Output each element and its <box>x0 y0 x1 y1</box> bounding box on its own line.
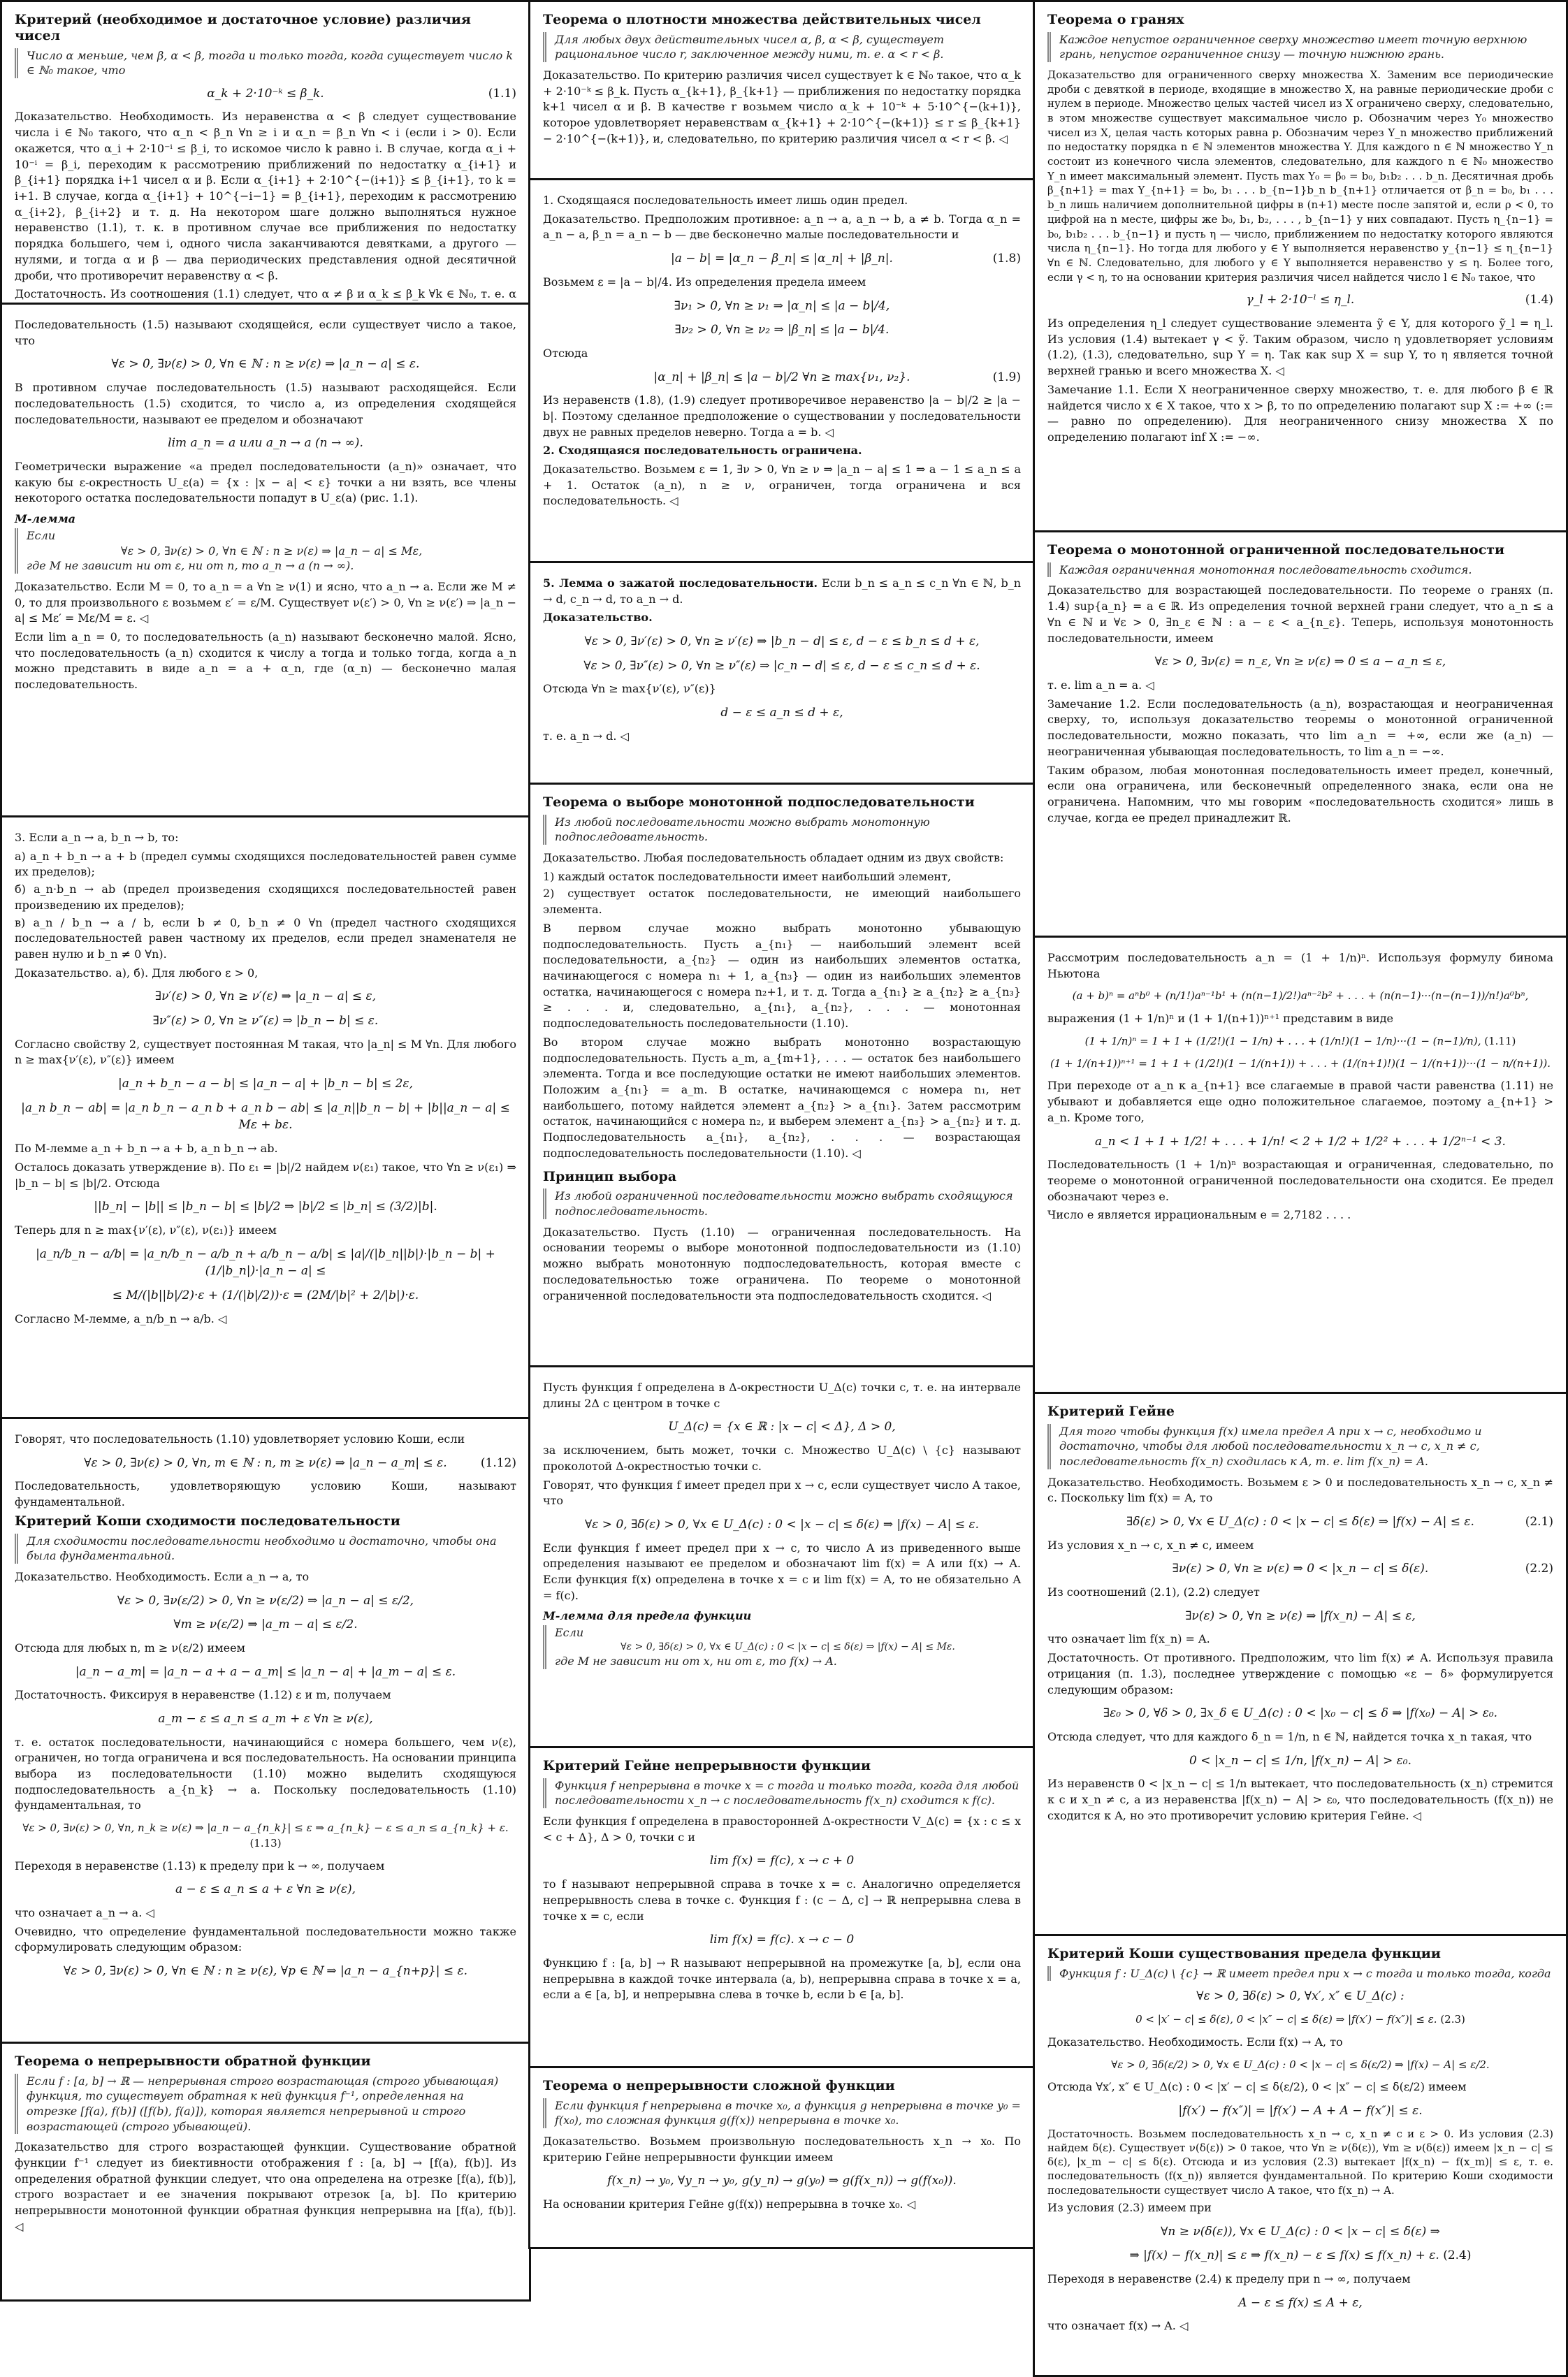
paragraph: Говорят, что последовательность (1.10) удовлетворяет условию Коши, если <box>15 1432 465 1446</box>
paragraph: Говорят, что функция f имеет предел при x → c, если существует число A такое, что <box>543 1478 1021 1508</box>
formula: ∀n ≥ ν(δ(ε)), ∀x ∈ U_Δ(c) : 0 < |x − c| ≤ δ(ε) ⇒ <box>1161 2224 1440 2239</box>
equation-number: (1.11) <box>1484 1034 1516 1047</box>
paragraph: Отсюда ∀n ≥ max{ν′(ε), ν″(ε)} <box>543 682 716 696</box>
formula: f(x_n) → y₀, ∀y_n → y₀, g(y_n) → g(y₀) ⇒ g(f(x_n)) → g(f(x₀)). <box>607 2174 957 2188</box>
remark: Замечание 1.1. Если X неограниченное сверху множество, т. е. для любого β ∈ ℝ найдется число x ∈ X такое, что x > β, то по определению полагают sup X := +∞ (:= — равно по определению). Для неограниченного снизу множества X по определению полагают inf X := −∞. <box>1047 382 1553 444</box>
paragraph: Из условия (2.3) имеем при <box>1047 2200 1212 2214</box>
proof: Доказательство. Необходимость. Если f(x) → A, то <box>1047 2035 1343 2049</box>
paragraph: т. е. lim a_n = a. ◁ <box>1047 678 1154 692</box>
proof: Доказательство. Пусть (1.10) — ограниченная последовательность. На основании теоремы о выборе монотонной подпоследовательности из (1.10) можно выбрать монотонную подпоследовательность, которая вместе с последовательностью тоже ограничена. По теореме о монотонной ограниченной последовательности эта подпоследовательность сходится. ◁ <box>543 1225 1021 1302</box>
proof: Доказательство. Возьмем ε = 1, ∃ν > 0, ∀n ≥ ν ⇒ |a_n − a| ≤ 1 ⇒ a − 1 ≤ a_n ≤ a + 1. Остаток (a_n), n ≥ ν, ограничен, тогда ограничена и вся последовательность. ◁ <box>543 463 1021 508</box>
theorem-statement: Число α меньше, чем β, α < β, тогда и только тогда, когда существует число k ∈ ℕ₀ такое, что <box>15 48 516 78</box>
theorem-formula: ∀ε > 0, ∃ν(ε) > 0, ∀n ∈ ℕ : n ≥ ν(ε) ⇒ |a_n − a| ≤ Mε, <box>120 544 423 558</box>
formula: |a_n b_n − ab| = |a_n b_n − a_n b + a_n b − ab| ≤ |a_n||b_n − b| + |b||a_n − a| ≤ Mε + bε. <box>21 1100 510 1133</box>
theorem-statement: Каждое непустое ограниченное сверху множество имеет точную верхнюю грань, непустое ограниченное снизу — точную нижнюю грань. <box>1047 32 1553 62</box>
paragraph: Если функция f определена в правосторонней Δ-окрестности V_Δ(c) = {x : c ≤ x < c + Δ}, Δ > 0, точки c и <box>543 1814 1021 1844</box>
limit-arithmetic-card <box>0 815 531 1419</box>
paragraph: то f называют непрерывной справа в точке x = c. Аналогично определяется непрерывность слева в точке c. Функция f : (c − Δ, c] → ℝ непрерывна слева в точке x = c, если <box>543 1877 1021 1923</box>
proof: Доказательство для строго возрастающей функции. Существование обратной функции f⁻¹ следует из биективности отображения f : [a, b] → [f(a), f(b)]. Из определения обратной функции следует, что она определена на отрезке [f(a), f(b)], строго возрастает и ее значения покрывают отрезок [a, b]. По критерию непрерывности монотонной функции обратная функция непрерывна на [f(a), f(b)]. ◁ <box>15 2140 516 2233</box>
formula <box>15 1821 516 1852</box>
formula: a_m − ε ≤ a_n ≤ a_m + ε ∀n ≥ ν(ε), <box>158 1711 373 1726</box>
theorem-statement: Каждая ограниченная монотонная последовательность сходится. <box>1047 562 1553 578</box>
number-e-card <box>1033 936 1568 1394</box>
paragraph: т. е. a_n → d. ◁ <box>543 729 629 743</box>
card-title: Критерий Коши существования предела функции <box>1047 1946 1441 1961</box>
formula: |a_n/b_n − a/b| = |a_n/b_n − a/b_n + a/b_n − a/b| ≤ |a|/(|b_n||b|)·|b_n − b| + (1/|b_n|)·|a_n − a| ≤ <box>36 1246 495 1279</box>
formula-text: ⇒ |f(x) − f(x_n)| ≤ ε ⇒ f(x_n) − ε ≤ f(x) ≤ f(x_n) + ε. <box>1129 2248 1439 2263</box>
formula: ∀ε > 0, ∃ν(ε) = n_ε, ∀n ≥ ν(ε) ⇒ 0 ≤ a − a_n ≤ ε, <box>1154 655 1446 669</box>
equation-number: (2.4) <box>1443 2248 1472 2263</box>
paragraph: 1. Сходящаяся последовательность имеет лишь один предел. <box>543 194 908 207</box>
formula <box>543 369 1021 386</box>
theorem-statement: Для сходимости последовательности необходимо и достаточно, чтобы она была фундаментальной. <box>15 1534 516 1564</box>
proof: Доказательство для возрастающей последовательности. По теореме о гранях (п. 1.4) sup{a_n} = a ∈ ℝ. Из определения точной верхней грани следует, что a_n ≤ a ∀n ∈ ℕ и ∀ε > 0, ∃n_ε ∈ ℕ : a − ε < a_{n_ε}. Теперь, используя монотонность последовательности, имеем <box>1047 583 1553 645</box>
card-title: Теорема о плотности множества действительных чисел <box>543 12 981 27</box>
formula: |a_n − a_m| = |a_n − a + a − a_m| ≤ |a_n − a| + |a_m − a| ≤ ε. <box>75 1664 456 1679</box>
theorem-line: Если <box>555 1626 584 1640</box>
column-2 <box>528 0 1036 2377</box>
section-title: Критерий Коши сходимости последовательности <box>15 1513 400 1529</box>
proof: Доказательство для ограниченного сверху множества X. Заменим все периодические дроби с девяткой в периоде, входящие в множество X, на равные периодические дроби с нулем в периоде. Множество целых частей чисел из X ограничено сверху, следовательно, в этом множестве существует максимальное число p. Обозначим через Y₀ множество чисел из X, целая часть которых равна p. Обозначим через Y_n множество приближений по недостатку порядка n ∈ ℕ элементов множества Y. Для каждого n ∈ ℕ множество Y_n состоит из конечного числа элементов, следовательно, для каждого n ∈ ℕ₀ множество Y_n имеет максимальный элемент. Пусть max Y₀ = β₀ = b₀, b₁b₂ . . . b_n. Десятичная дробь β_{n+1} = max Y_{n+1} = b₀, b₁ . . . b_{n−1}b_n b_{n+1} отличается от β_n = b₀, b₁ . . . b_n лишь наличием дополнительной цифры в (n+1) месте после запятой и, если ρ < 0, то цифрой на n месте, цифры же b₀, b₁, b₂, . . . , b_{n−1} у них совпадают. Пусть η_{n−1} = b₀, b₁b₂ . . . b_{n−1} и пусть η — число, приближением по недостатку которого являются числа η_{n−1}. Но тогда для любого y ∈ Y выполняется неравенство y_{n−1} ≤ η_{n−1} ∀n ∈ ℕ. Следовательно, для любого y ∈ Y выполняется неравенство y ≤ η. Более того, если γ < η, то на основании критерия различия чисел найдется число l ∈ ℕ₀ такое, что <box>1047 68 1553 284</box>
formula <box>1047 291 1553 309</box>
density-theorem-card <box>528 0 1036 180</box>
section-title: Принцип выбора <box>543 1168 677 1184</box>
paragraph: Согласно свойству 2, существует постоянная M такая, что |a_n| ≤ M ∀n. Для любого n ≥ max{ν′(ε), ν″(ε)} имеем <box>15 1037 516 1067</box>
proof: Доказательство. а), б). Для любого ε > 0, <box>15 966 259 980</box>
theorem-line: где M не зависит ни от ε, ни от n, то a_n → a (n → ∞). <box>27 559 354 573</box>
paragraph: Геометрически выражение «a предел последовательности (a_n)» означает, что какую бы ε-окрестность U_ε(a) = {x : |x − a| < ε} точки a ни взять, все члены некоторого остатка последовательности попадут в U_ε(a) (рис. 1.1). <box>15 459 516 505</box>
formula-text: 0 < |x′ − c| ≤ δ(ε), 0 < |x″ − c| ≤ δ(ε) ⇒ |f(x′) − f(x″)| ≤ ε. <box>1135 2013 1437 2026</box>
equation-number: (1.8) <box>992 252 1021 266</box>
proof: Доказательство. Любая последовательность обладает одним из двух свойств: <box>543 850 1004 864</box>
equation-number: (1.4) <box>1525 293 1553 307</box>
card-title: Теорема о монотонной ограниченной последовательности <box>1047 542 1505 558</box>
convergent-sequence-card <box>0 303 531 817</box>
equation-number: (1.13) <box>249 1836 282 1849</box>
list-item: 2) существует остаток последовательности, не имеющий наибольшего элемента. <box>543 887 1021 917</box>
heine-continuity-card <box>528 1746 1036 2068</box>
paragraph: Из неравенств (1.8), (1.9) следует противоречивое неравенство |a − b|/2 ≥ |a − b|. Поэтому сделанное предположение о существовании у последовательности двух не равных пределов неверно. Тогда a = b. ◁ <box>543 393 1021 439</box>
formula: ∃ν₂ > 0, ∀n ≥ ν₂ ⇒ |β_n| ≤ |a − b|/4. <box>674 323 890 337</box>
list-item: 1) каждый остаток последовательности имеет наибольший элемент, <box>543 869 952 883</box>
paragraph: Последовательность, удовлетворяющую условию Коши, называют фундаментальной. <box>15 1479 516 1509</box>
card-title-line <box>543 576 1021 607</box>
lemma-statement: Если b_n ≤ a_n ≤ c_n ∀n ∈ ℕ, b_n → d, c_n → d, то a_n → d. <box>543 576 1022 606</box>
paragraph: Число e является иррациональным e = 2,7182 . . . . <box>1047 1208 1351 1222</box>
formula: ∃ν′(ε) > 0, ∀n ≥ ν′(ε) ⇒ |a_n − a| ≤ ε, <box>154 989 377 1004</box>
paragraph: Отсюда для любых n, m ≥ ν(ε/2) имеем <box>15 1641 245 1655</box>
paragraph: т. е. остаток последовательности, начинающийся с номера большего, чем ν(ε), ограничен, но тогда ограничена и вся последовательность. На основании принципа выбора из последовательности (1.10) можно выделить сходящуюся подпоследовательность a_{n_k} → a. Поскольку последовательность (1.10) фундаментальная, то <box>15 1735 516 1812</box>
list-item: в) a_n / b_n → a / b, если b ≠ 0, b_n ≠ 0 ∀n (предел частного сходящихся последовательностей равен частному их пределов, если предел знаменателя не равен нулю и b_n ≠ 0 ∀n). <box>15 915 516 961</box>
formula: (1 + 1/(n+1))ⁿ⁺¹ = 1 + 1 + (1/2!)(1 − 1/(n+1)) + . . . + (1/(n+1)!)(1 − 1/(n+1))···(1 − n/(n+1)). <box>1050 1056 1551 1070</box>
proof: Доказательство. Необходимость. Если a_n → a, то <box>15 1569 310 1583</box>
theorem-statement: Если функция f непрерывна в точке x₀, а функция g непрерывна в точке y₀ = f(x₀), то сложная функция g(f(x)) непрерывна в точке x₀. <box>543 2098 1021 2128</box>
paragraph: Достаточность. Фиксируя в неравенстве (1.12) ε и m, получаем <box>15 1688 391 1702</box>
formula-text: ∀ε > 0, ∃ν(ε) > 0, ∀n, m ∈ ℕ : n, m ≥ ν(ε) ⇒ |a_n − a_m| ≤ ε. <box>84 1455 447 1470</box>
paragraph: Последовательность (1.5) называют сходящейся, если существует число a такое, что <box>15 318 516 347</box>
paragraph: Функцию f : [a, b] → R называют непрерывной на промежутке [a, b], если она непрерывна в каждой точке интервала (a, b), непрерывна справа в точке x = a, если a ∈ [a, b], и непрерывна слева в точке b, если b ∈ [a, b]. <box>543 1956 1022 2002</box>
theorem-statement: Из любой последовательности можно выбрать монотонную подпоследовательность. <box>543 815 1021 845</box>
card-title: 5. Лемма о зажатой последовательности. <box>543 576 818 590</box>
formula: ∀ε > 0, ∃δ(ε/2) > 0, ∀x ∈ U_Δ(c) : 0 < |x − c| ≤ δ(ε/2) ⇒ |f(x) − A| ≤ ε/2. <box>1111 2058 1490 2071</box>
property-list <box>543 869 1021 918</box>
paragraph: что означает lim f(x_n) = A. <box>1047 1632 1210 1646</box>
formula: |a_n + b_n − a − b| ≤ |a_n − a| + |b_n − b| ≤ 2ε, <box>118 1077 413 1091</box>
formula-text: (1 + 1/n)ⁿ = 1 + 1 + (1/2!)(1 − 1/n) + . . . + (1/n!)(1 − 1/n)···(1 − (n−1)/n), <box>1084 1034 1481 1047</box>
remark: Замечание 1.2. Если последовательность (a_n), возрастающая и неограниченная сверху, то, используя доказательство теоремы о монотонной ограниченной последовательности, можно показать, что lim a_n = +∞, если же (a_n) — неограниченная убывающая последовательность, то lim a_n = −∞. <box>1047 697 1553 758</box>
formula: ∀ε > 0, ∃δ(ε) > 0, ∀x ∈ U_Δ(c) : 0 < |x − c| ≤ δ(ε) ⇒ |f(x) − A| ≤ ε. <box>585 1517 979 1532</box>
paragraph: 3. Если a_n → a, b_n → b, то: <box>15 831 179 844</box>
theorem-statement <box>15 528 516 574</box>
unique-limit-card <box>528 178 1036 563</box>
equation-number: (2.1) <box>1525 1515 1553 1529</box>
subtitle: M-лемма для предела функции <box>543 1609 752 1623</box>
theorem-formula: ∀ε > 0, ∃δ(ε) > 0, ∀x ∈ U_Δ(c) : 0 < |x − c| ≤ δ(ε) ⇒ |f(x) − A| ≤ Mε. <box>620 1641 955 1653</box>
paragraph: Из соотношений (2.1), (2.2) следует <box>1047 1585 1260 1599</box>
equation-number: (2.3) <box>1440 2013 1465 2026</box>
theorem-statement: Функция f непрерывна в точке x = c тогда и только тогда, когда для любой последовательности x_n → c последовательность f(x_n) сходится к f(c). <box>543 1778 1021 1808</box>
monotone-bounded-card <box>1033 530 1568 938</box>
proof: Доказательство. Предположим противное: a_n → a, a_n → b, a ≠ b. Тогда α_n = a_n − a, β_n = a_n − b — две бесконечно малые последовательности и <box>543 212 1021 242</box>
formula: A − ε ≤ f(x) ≤ A + ε, <box>1238 2295 1363 2310</box>
formula: a_n < 1 + 1 + 1/2! + . . . + 1/n! < 2 + 1/2 + 1/2² + . . . + 1/2ⁿ⁻¹ < 3. <box>1095 1134 1506 1149</box>
paragraph: что означает a_n → a. ◁ <box>15 1905 154 1919</box>
squeeze-lemma-card <box>528 561 1036 785</box>
column-3 <box>1033 0 1568 2377</box>
paragraph: Пусть функция f определена в Δ-окрестности U_Δ(c) точки c, т. е. на интервале длины 2Δ с центром в точке c <box>543 1381 1021 1410</box>
list-item: а) a_n + b_n → a + b (предел суммы сходящихся последовательностей равен сумме их пределов); <box>15 849 516 879</box>
formula: ∃ν(ε) > 0, ∀n ≥ ν(ε) ⇒ |f(x_n) − A| ≤ ε, <box>1185 1608 1416 1623</box>
formula: ∃ε₀ > 0, ∀δ > 0, ∃x_δ ∈ U_Δ(c) : 0 < |x₀ − c| ≤ δ ⇒ |f(x₀) − A| > ε₀. <box>1103 1706 1498 1721</box>
paragraph: что означает f(x) → A. ◁ <box>1047 2319 1189 2333</box>
paragraph: Возьмем ε = |a − b|/4. Из определения предела имеем <box>543 275 866 289</box>
formula: ∀ε > 0, ∃ν″(ε) > 0, ∀n ≥ ν″(ε) ⇒ |c_n − d| ≤ ε, d − ε ≤ c_n ≤ d + ε. <box>583 658 980 673</box>
formula <box>1047 2247 1553 2265</box>
formula: ≤ M/(|b||b|/2)·ε + (1/(|b|/2))·ε = (2M/|b|² + 2/|b|)·ε. <box>112 1288 419 1302</box>
proof-sufficiency: Достаточность. Из соотношения (1.1) следует, что α ≠ β и α_k ≤ β_k ∀k ∈ ℕ₀, т. е. α <box>15 287 516 301</box>
formula: ∀ε > 0, ∃δ(ε) > 0, ∀x′, x″ ∈ U_Δ(c) : <box>1196 1989 1404 2004</box>
paragraph: Рассмотрим последовательность a_n = (1 + 1/n)ⁿ. Используя формулу бинома Ньютона <box>1047 951 1553 980</box>
formula: lim f(x) = f(c). x → c − 0 <box>709 1933 855 1947</box>
paragraph: Последовательность (1 + 1/n)ⁿ возрастающая и ограниченная, следовательно, по теореме о монотонной ограниченной последовательности она сходится. Ее предел обозначают через e. <box>1047 1158 1553 1203</box>
card-title: Критерий Гейне непрерывности функции <box>543 1758 871 1773</box>
theorem-statement: Если f : [a, b] → ℝ — непрерывная строго возрастающая (строго убывающая) функция, то существует обратная к ней функция f⁻¹, определенная на отрезке [f(a), f(b)] ([f(b), f(a)]), которая является непрерывной и строго возрастающей (строго убывающей). <box>15 2074 516 2134</box>
theorem-statement: Функция f : U_Δ(c) \ {c} → ℝ имеет предел при x → c тогда и только тогда, когда <box>1047 1966 1553 1982</box>
theorem-statement <box>543 1625 1021 1669</box>
paragraph: Отсюда <box>543 346 588 360</box>
formula <box>543 250 1021 268</box>
formula: |f(x′) − f(x″)| = |f(x′) − A + A − f(x″)| ≤ ε. <box>1178 2103 1423 2118</box>
difference-criterion-card <box>0 0 531 305</box>
formula: ∀ε > 0, ∃ν(ε) > 0, ∀n ∈ ℕ : n ≥ ν(ε) ⇒ |a_n − a| ≤ ε. <box>111 357 420 372</box>
paragraph: Из неравенств 0 < |x_n − c| ≤ 1/n вытекает, что последовательность (x_n) стремится к c и x_n ≠ c, а из неравенства |f(x_n) − A| > ε₀, что последовательность (f(x_n)) не сходится к A, но это противоречит условию критерия Гейне. ◁ <box>1047 1777 1553 1822</box>
paragraph: На основании критерия Гейне g(f(x)) непрерывна в точке x₀. ◁ <box>543 2197 915 2211</box>
proof: Доказательство. Необходимость. Из неравенства α < β следует существование числа i ∈ ℕ₀ такого, что α_n < β_n ∀n ≥ i и α_n = β_n ∀n < i (если i > 0). Если окажется, что α_i + 2·10⁻ⁱ ≤ β_i, то искомое число k равно i. В случае, когда α_i + 10⁻ⁱ = β_i, переходим к рассмотрению приближений по недостатку α_{i+1} и β_{i+1} порядка i+1 чисел α и β. Если α_{i+1} + 2·10^{−(i+1)} ≤ β_{i+1}, то k = i+1. В случае, когда α_{i+1} + 10^{−i−1} = β_{i+1}, переходим к рассмотрению α_{i+2}, β_{i+2} и т. д. На некотором шаге должно выполняться нужное неравенство (1.1), т. к. в противном случае все приближения по недостатку порядка большего, чем i, одного числа заканчиваются девятками, а другого — нулями, и тогда α и β — два периодических представления одной десятичной дроби, что противоречит неравенству α < β. <box>15 110 516 282</box>
paragraph: Переходя в неравенстве (2.4) к пределу при n → ∞, получаем <box>1047 2271 1411 2285</box>
card-title: Теорема о выборе монотонной подпоследовательности <box>543 794 975 810</box>
equation-number: (1.1) <box>488 86 516 101</box>
paragraph: Таким образом, любая монотонная последовательность имеет предел, конечный, если она ограничена, или бесконечный определенного знака, если она не ограничена. Напомним, что мы говорим «последовательность сходится» лишь в случае, когда ее предел принадлежит ℝ. <box>1047 763 1553 824</box>
paragraph: Отсюда ∀x′, x″ ∈ U_Δ(c) : 0 < |x′ − c| ≤ δ(ε/2), 0 < |x″ − c| ≤ δ(ε/2) имеем <box>1047 2080 1467 2094</box>
paragraph: В противном случае последовательность (1.5) называют расходящейся. Если последовательность (1.5) сходится, то число a, из определения сходящейся последовательности, называют ее пределом и обозначают <box>15 381 516 426</box>
formula: ∃ν″(ε) > 0, ∀n ≥ ν″(ε) ⇒ |b_n − b| ≤ ε. <box>152 1014 379 1028</box>
proof: Доказательство. Возьмем произвольную последовательность x_n → x₀. По критерию Гейне непрерывности функции имеем <box>543 2134 1021 2164</box>
composite-function-card <box>528 2066 1036 2249</box>
heine-criterion-card <box>1033 1392 1568 1936</box>
formula: ∀ε > 0, ∃ν(ε) > 0, ∀n ∈ ℕ : n ≥ ν(ε), ∀p ∈ ℕ ⇒ |a_n − a_{n+p}| ≤ ε. <box>63 1964 468 1979</box>
theorem-line: где M не зависит ни от x, ни от ε, то f(x) → A. <box>555 1654 837 1668</box>
paragraph: 2. Сходящаяся последовательность ограничена. <box>543 444 862 458</box>
paragraph: При переходе от a_n к a_{n+1} все слагаемые в правой части равенства (1.11) не убывают и добавляется еще одно положительное слагаемое, поэтому a_{n+1} > a_n. Кроме того, <box>1047 1079 1553 1124</box>
formula <box>1047 2012 1553 2028</box>
formula <box>15 1455 516 1472</box>
paragraph: Осталось доказать утверждение в). По ε₁ = |b|/2 найдем ν(ε₁) такое, что ∀n ≥ ν(ε₁) ⇒ |b_n − b| ≤ |b|/2. Отсюда <box>15 1160 516 1190</box>
card-title: Критерий Гейне <box>1047 1404 1175 1419</box>
formula: ∀m ≥ ν(ε/2) ⇒ |a_m − a| ≤ ε/2. <box>173 1618 358 1632</box>
list-item: б) a_n·b_n → ab (предел произведения сходящихся последовательностей равен произведению их пределов); <box>15 882 516 912</box>
formula: lim a_n = a или a_n → a (n → ∞). <box>168 436 363 451</box>
formula: ∀ε > 0, ∃ν(ε/2) > 0, ∀n ≥ ν(ε/2) ⇒ |a_n − a| ≤ ε/2, <box>117 1593 414 1608</box>
paragraph: Из определения η_l следует существование элемента ỹ ∈ Y, для которого ỹ_l = η_l. Из условия (1.4) вытекает γ < ỹ. Таким образом, число η удовлетворяет условиям (1.2), (1.3), следовательно, sup Y = η. Так как sup X = sup Y, то η является точной верхней гранью и всего множества X. ◁ <box>1047 316 1553 378</box>
paragraph: Согласно M-лемме, a_n/b_n → a/b. ◁ <box>15 1311 227 1325</box>
formula <box>1047 1034 1553 1049</box>
formula: a − ε ≤ a_n ≤ a + ε ∀n ≥ ν(ε), <box>175 1882 356 1897</box>
bounds-theorem-card <box>1033 0 1568 532</box>
formula: d − ε ≤ a_n ≤ d + ε, <box>720 706 843 720</box>
paragraph: В первом случае можно выбрать монотонно убывающую подпоследовательность. Пусть a_{n₁} — наибольший элемент всей последовательности, a_{n₂} — один из наибольших элементов остатка, начинающегося с номера n₁ + 1, a_{n₃} — один из наибольших элементов остатка, начинающегося с номера n₂+1, и т. д. Тогда a_{n₁} ≥ a_{n₂} ≥ a_{n₃} ≥ . . . и, следовательно, a_{n₁}, a_{n₂}, . . . — монотонная подпоследовательность последовательности (1.10). <box>543 921 1021 1031</box>
formula: (a + b)ⁿ = aⁿb⁰ + (n/1!)aⁿ⁻¹b¹ + (n(n−1)/2!)aⁿ⁻²b² + . . . + (n(n−1)···(n−(n−1))/n!)a⁰bⁿ, <box>1072 989 1529 1003</box>
proof: Доказательство. По критерию различия чисел существует k ∈ ℕ₀ такое, что α_k + 2·10⁻ᵏ ≤ β_k. Пусть α_{k+1}, β_{k+1} — приближения по недостатку порядка k+1 чисел α и β. В качестве r возьмем число α_k + 10⁻ᵏ + 5·10^{−(k+1)}, которое удовлетворяет неравенствам α_{k+1} + 2·10^{−(k+1)} ≤ r ≤ β_{k+1} − 2·10^{−(k+1)}, и, следовательно, по критерию различия чисел α < r < β. ◁ <box>543 68 1022 145</box>
formula-text: |a − b| = |α_n − β_n| ≤ |α_n| + |β_n|. <box>671 252 893 266</box>
formula-text: ∃ν(ε) > 0, ∀n ≥ ν(ε) ⇒ 0 < |x_n − c| ≤ δ(ε). <box>1172 1562 1429 1576</box>
formula: ∀ε > 0, ∃ν′(ε) > 0, ∀n ≥ ν′(ε) ⇒ |b_n − d| ≤ ε, d − ε ≤ b_n ≤ d + ε, <box>584 634 980 649</box>
monotone-subsequence-card <box>528 783 1036 1367</box>
paragraph: Отсюда следует, что для каждого δ_n = 1/n, n ∈ ℕ, найдется точка x_n такая, что <box>1047 1729 1532 1743</box>
card-title: Теорема о непрерывности обратной функции <box>15 2053 371 2069</box>
formula-text: ∃δ(ε) > 0, ∀x ∈ U_Δ(c) : 0 < |x − c| ≤ δ(ε) ⇒ |f(x) − A| ≤ ε. <box>1126 1515 1474 1529</box>
cauchy-criterion-card <box>0 1417 531 2044</box>
formula-text: α_k + 2·10⁻ᵏ ≤ β_k. <box>207 86 324 101</box>
column-1 <box>0 0 531 2377</box>
paragraph: Достаточность. От противного. Предположим, что lim f(x) ≠ A. Используя правила отрицания (п. 1.3), последнее утверждение с помощью «ε − δ» формулируется следующим образом: <box>1047 1651 1553 1696</box>
card-title: Теорема о непрерывности сложной функции <box>543 2078 895 2093</box>
theorem-statement: Для того чтобы функция f(x) имела предел A при x → c, необходимо и достаточно, чтобы для любой последовательности x_n → c, x_n ≠ c, последовательность f(x_n) сходилась к A, т. е. lim f(x_n) = A. <box>1047 1424 1553 1469</box>
function-limit-card <box>528 1365 1036 1748</box>
paragraph: Очевидно, что определение фундаментальной последовательности можно также сформулировать следующим образом: <box>15 1924 516 1954</box>
paragraph: Из условия x_n → c, x_n ≠ c, имеем <box>1047 1538 1254 1552</box>
formula <box>1047 1513 1553 1531</box>
theorem-statement: Для любых двух действительных чисел α, β, α < β, существует рациональное число r, заключенное между ними, т. е. α < r < β. <box>543 32 1021 62</box>
paragraph: Достаточность. Возьмем последовательность x_n → c, x_n ≠ c и ε > 0. Из условия (2.3) найдем δ(ε). Существует ν(δ(ε)) > 0 такое, что ∀n ≥ ν(δ(ε)), ∀m ≥ ν(δ(ε)) имеем |x_n − c| ≤ δ(ε), |x_m − c| ≤ δ(ε). Отсюда и из условия (2.3) вытекает |f(x_n) − f(x_m)| ≤ ε, т. е. последовательность (f(x_n)) является фундаментальной. По критерию Коши сходимости последовательности существует число A такое, что f(x_n) → A. <box>1047 2127 1553 2197</box>
formula: U_Δ(c) = {x ∈ ℝ : |x − c| < Δ}, Δ > 0, <box>668 1420 896 1434</box>
formula <box>15 85 516 103</box>
paragraph: По M-лемме a_n + b_n → a + b, a_n b_n → ab. <box>15 1142 278 1156</box>
inverse-function-card <box>0 2042 531 2302</box>
theorem-line: Если <box>27 529 56 543</box>
property-list <box>15 849 516 963</box>
proof: Доказательство. Если M = 0, то a_n = a ∀n ≥ ν(1) и ясно, что a_n → a. Если же M ≠ 0, то для произвольного ε возьмем ε′ = ε/M. Существует ν(ε′) > 0, ∀n ≥ ν(ε′) ⇒ |a_n − a| ≤ Mε′ = Mε/M = ε. ◁ <box>15 579 516 625</box>
equation-number: (1.12) <box>480 1455 516 1470</box>
formula: ||b_n| − |b|| ≤ |b_n − b| ≤ |b|/2 ⇒ |b|/2 ≤ |b_n| ≤ (3/2)|b|. <box>94 1200 437 1214</box>
paragraph: Переходя в неравенстве (1.13) к пределу при k → ∞, получаем <box>15 1859 385 1873</box>
formula-text: γ_l + 2·10⁻ˡ ≤ η_l. <box>1246 293 1355 307</box>
proof: Доказательство. Необходимость. Возьмем ε > 0 и последовательность x_n → c, x_n ≠ c. Поскольку lim f(x) = A, то <box>1047 1475 1553 1505</box>
formula: ∃ν₁ > 0, ∀n ≥ ν₁ ⇒ |α_n| ≤ |a − b|/4, <box>674 298 890 313</box>
card-title: Критерий (необходимое и достаточное условие) различия чисел <box>15 12 471 43</box>
paragraph: Теперь для n ≥ max{ν′(ε), ν″(ε), ν(ε₁)} имеем <box>15 1223 277 1237</box>
formula: lim f(x) = f(c), x → c + 0 <box>709 1854 855 1868</box>
formula-text: |α_n| + |β_n| ≤ |a − b|/2 ∀n ≥ max{ν₁, ν₂}. <box>653 370 910 384</box>
paragraph: Во втором случае можно выбрать монотонно возрастающую подпоследовательность. Пусть a_m, a_{m+1}, . . . — остаток без наибольшего элемента. Тогда и все последующие остатки не имеют наибольших элементов. Положим a_{n₁} = a_m. В остатке, начинающемся с номера n₁, нет наибольшего, потому найдется элемент a_{n₂} > a_{n₁}. Затем рассмотрим остаток, начинающийся с номера n₂, и выберем элемент a_{n₃} > a_{n₂} и т. д. Подпоследовательность a_{n₁}, a_{n₂}, . . . — возрастающая подпоследовательность последовательности (1.10). ◁ <box>543 1035 1021 1160</box>
paragraph: выражения (1 + 1/n)ⁿ и (1 + 1/(n+1))ⁿ⁺¹ представим в виде <box>1047 1012 1394 1026</box>
formula <box>1047 1560 1553 1578</box>
equation-number: (2.2) <box>1525 1562 1553 1576</box>
equation-number: (1.9) <box>992 370 1021 384</box>
formula: 0 < |x_n − c| ≤ 1/n, |f(x_n) − A| > ε₀. <box>1189 1753 1412 1768</box>
subtitle: M-лемма <box>15 512 76 526</box>
theorem-statement: Из любой ограниченной последовательности можно выбрать сходящуюся подпоследовательность. <box>543 1188 1021 1219</box>
paragraph: Если функция f имеет предел при x → c, то число A из приведенного выше определения называют ее пределом и обозначают lim f(x) = A или f(x) → A. Если функция f(x) определена в точке x = c и lim f(x) = A, то не обязательно A = f(c). <box>543 1541 1021 1602</box>
formula-text: ∀ε > 0, ∃ν(ε) > 0, ∀n, n_k ≥ ν(ε) ⇒ |a_n − a_{n_k}| ≤ ε ⇒ a_{n_k} − ε ≤ a_n ≤ a_{n_k} + ε. <box>22 1822 509 1835</box>
paragraph: Если lim a_n = 0, то последовательность (a_n) называют бесконечно малой. Ясно, что последовательность (a_n) сходится к числу a тогда и только тогда, когда a_n можно представить в виде a_n = a + α_n, где (α_n) — бесконечно малая последовательность. <box>15 630 516 692</box>
card-title: Теорема о гранях <box>1047 12 1184 27</box>
proof: Доказательство. <box>543 611 653 625</box>
paragraph: за исключением, быть может, точки c. Множество U_Δ(c) \ {c} называют проколотой Δ-окрестностью точки c. <box>543 1444 1021 1473</box>
cauchy-function-limit-card <box>1033 1934 1568 2377</box>
